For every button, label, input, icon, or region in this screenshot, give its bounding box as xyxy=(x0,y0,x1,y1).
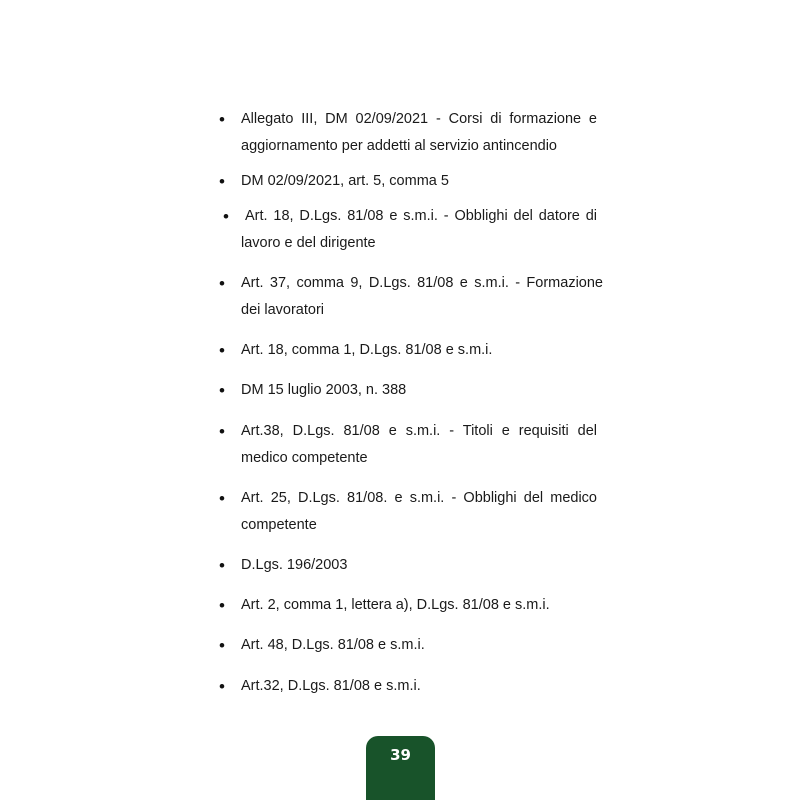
list-item: • DM 15 luglio 2003, n. 388 xyxy=(241,377,597,404)
page-number: 39 xyxy=(390,746,411,764)
list-item: • Allegato III, DM 02/09/2021 - Corsi di formazione e aggiornamento per addetti al servizio antincendio xyxy=(241,106,597,160)
list-item: • Art. 37, comma 9, D.Lgs. 81/08 e s.m.i. - Formazione dei lavoratori xyxy=(241,270,603,324)
page-number-tab xyxy=(366,736,435,800)
list-item: • Art. 48, D.Lgs. 81/08 e s.m.i. xyxy=(241,632,597,659)
list-item: • Art. 18, comma 1, D.Lgs. 81/08 e s.m.i. xyxy=(241,337,597,364)
list-item: • D.Lgs. 196/2003 xyxy=(241,552,597,579)
list-item: • Art.32, D.Lgs. 81/08 e s.m.i. xyxy=(241,673,597,700)
list-item: • DM 02/09/2021, art. 5, comma 5 xyxy=(241,168,597,195)
list-item: • Art. 25, D.Lgs. 81/08. e s.m.i. - Obblighi del medico competente xyxy=(241,485,597,539)
list-item: • Art.38, D.Lgs. 81/08 e s.m.i. - Titoli e requisiti del medico competente xyxy=(241,418,597,472)
list-item: • Art. 18, D.Lgs. 81/08 e s.m.i. - Obblighi del datore di lavoro e del dirigente xyxy=(241,203,597,257)
list-item: • Art. 2, comma 1, lettera a), D.Lgs. 81/08 e s.m.i. xyxy=(241,592,597,619)
